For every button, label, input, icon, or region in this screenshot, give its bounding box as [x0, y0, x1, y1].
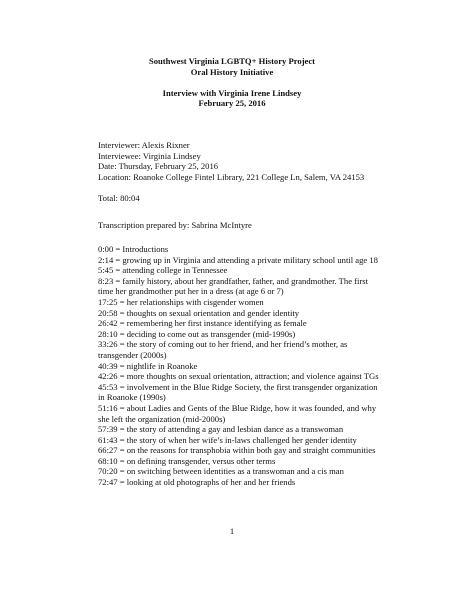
interview-metadata	[98, 140, 398, 182]
interview-date: February 25, 2016	[198, 98, 266, 109]
index-entry: 72:47 = looking at old photographs of her and her friends	[98, 477, 296, 488]
index-entry: 57:39 = the story of attending a gay and lesbian dance as a transwoman	[98, 424, 344, 435]
index-entry: 61:43 = the story of when her wife’s in-laws challenged her gender identity	[98, 434, 357, 445]
index-entry: 26:42 = remembering her first instance identifying as female	[98, 318, 307, 329]
timestamp-index	[98, 244, 384, 488]
index-entry: 40:39 = nightlife in Roanoke	[98, 360, 198, 371]
interviewer: Interviewer: Alexis Rixner	[98, 140, 190, 150]
transcription-credit: Transcription prepared by: Sabrina McIntyre	[98, 220, 252, 230]
index-entry: 51:16 = about Ladies and Gents of the Blue Ridge, how it was founded, and why she left the organization (mid-2000s)	[98, 402, 377, 424]
interview-location: Location: Roanoke College Fintel Library, 221 College Ln, Salem, VA 24153	[98, 171, 365, 182]
index-entry: 2:14 = growing up in Virginia and attending a private military school until age 18	[98, 254, 378, 265]
index-entry: 33:26 = the story of coming out to her friend, and her friend’s mother, as transgender (2000s)	[98, 339, 348, 360]
index-entry: 68:10 = on defining transgender, versus other terms	[98, 455, 276, 466]
initiative-title: Oral History Initiative	[190, 66, 274, 77]
index-entry: 70:20 = on switching between identities as a transwoman and a cis man	[98, 466, 344, 477]
index-entry: 5:45 = attending college in Tennessee	[98, 265, 228, 276]
index-entry: 42:26 = more thoughts on sexual orientation, attraction; and violence against TGs	[98, 371, 379, 382]
index-entry: 45:53 = involvement in the Blue Ridge Society, the first transgender organization in Roanoke (1990s)	[98, 381, 378, 403]
index-entry: 8:23 = family history, about her grandfather, father, and grandmother. The first time her grandmother put her in a dress (at age 6 or 7)	[98, 275, 369, 297]
index-entry: 20:58 = thoughts on sexual orientation and gender identity	[98, 307, 300, 318]
project-title: Southwest Virginia LGBTQ+ History Project	[148, 56, 316, 66]
interview-title: Interview with Virginia Irene Lindsey	[162, 87, 302, 98]
index-entry: 28:10 = deciding to come out as transgender (mid-1990s)	[98, 328, 296, 339]
total-duration: Total: 80:04	[98, 193, 140, 203]
index-entry: 17:25 = her relationships with cisgender women	[98, 296, 264, 307]
interviewee: Interviewee: Virginia Lindsey	[98, 150, 201, 161]
index-entry: 66:27 = on the reasons for transphobia within both gay and straight communities	[98, 445, 376, 456]
index-entry: 0:00 = Introductions	[98, 244, 169, 254]
document-header	[0, 56, 464, 109]
interview-date-line: Date: Thursday, February 25, 2016	[98, 161, 219, 172]
page-number: 1	[229, 526, 235, 536]
